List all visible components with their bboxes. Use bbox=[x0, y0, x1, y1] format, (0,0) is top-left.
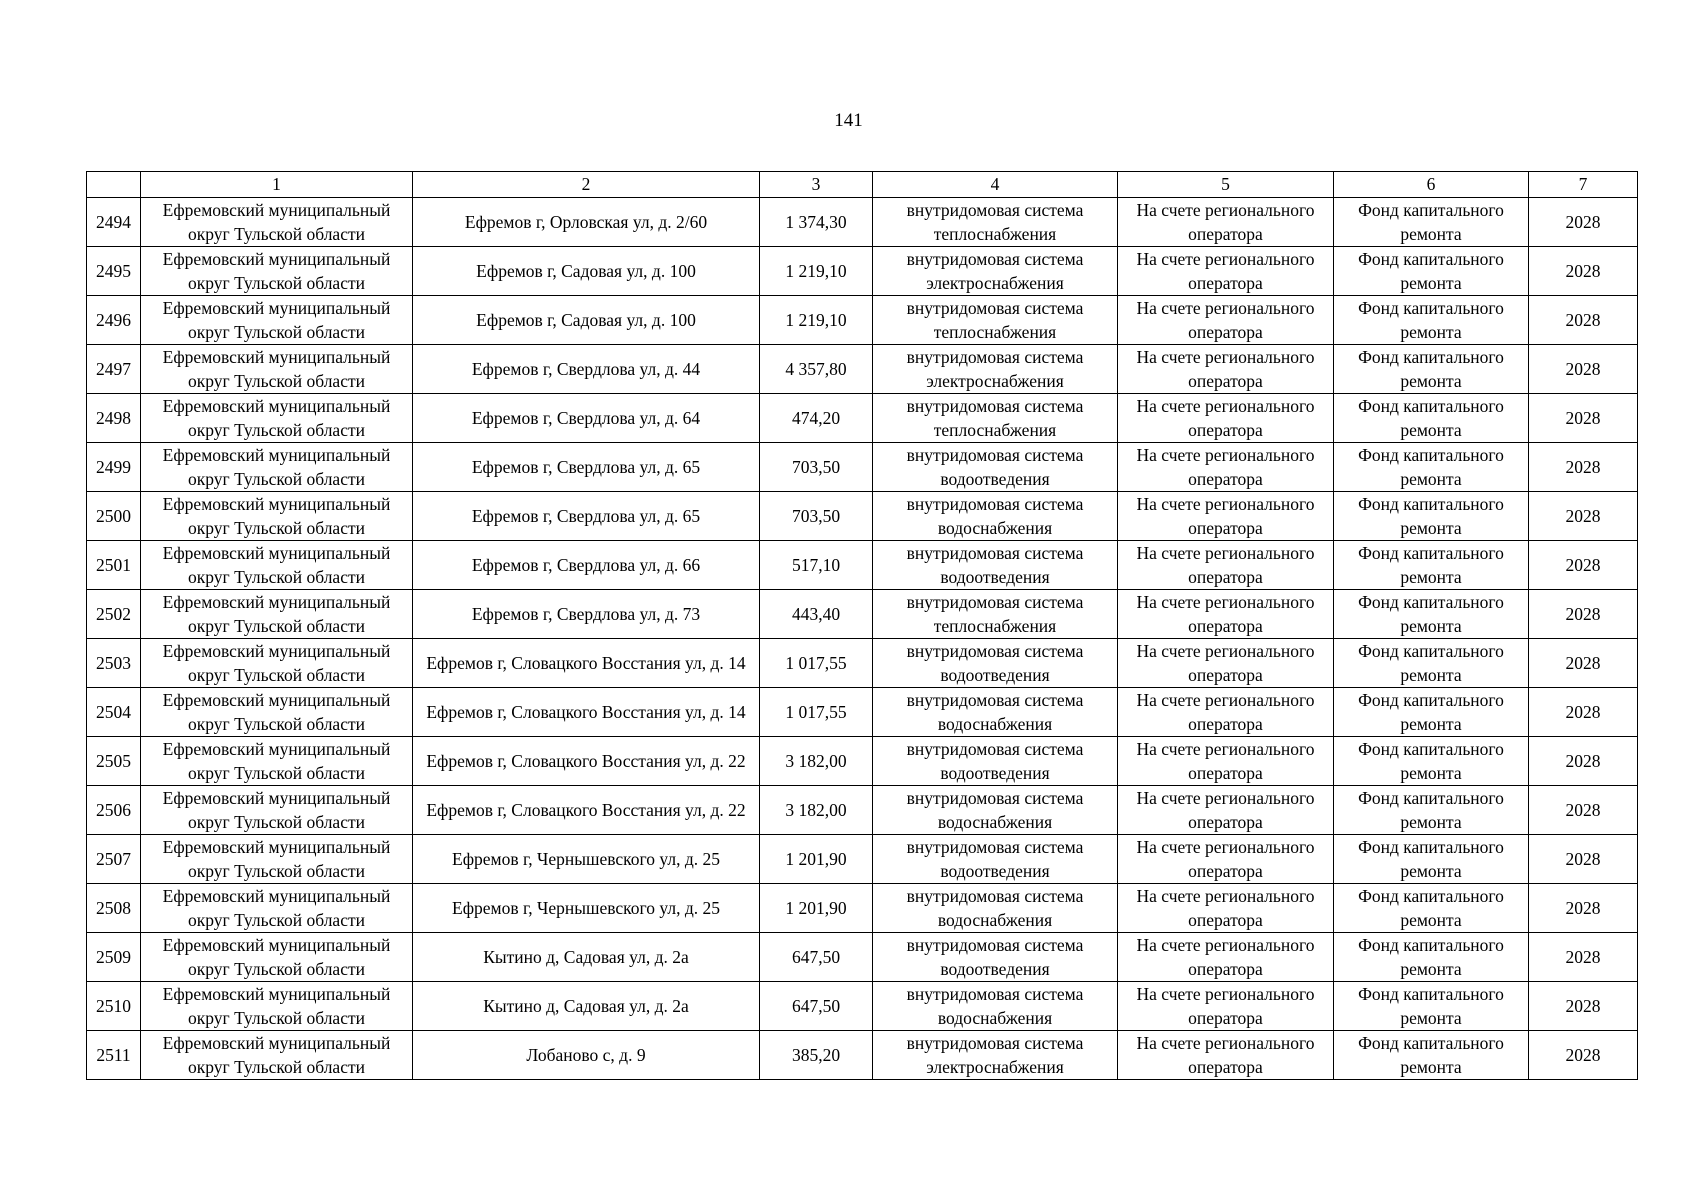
address-cell: Ефремов г, Садовая ул, д. 100 bbox=[413, 247, 760, 296]
address-cell: Ефремов г, Словацкого Восстания ул, д. 22 bbox=[413, 737, 760, 786]
account-cell: На счете регионального оператора bbox=[1118, 394, 1334, 443]
table-row bbox=[87, 737, 1638, 786]
table-row bbox=[87, 443, 1638, 492]
municipality-cell: Ефремовский муниципальный округ Тульской области bbox=[141, 492, 413, 541]
funding-source-cell: Фонд капитального ремонта bbox=[1334, 198, 1529, 247]
address-cell: Ефремов г, Словацкого Восстания ул, д. 22 bbox=[413, 786, 760, 835]
address-cell: Ефремов г, Чернышевского ул, д. 25 bbox=[413, 884, 760, 933]
funding-source-cell: Фонд капитального ремонта bbox=[1334, 884, 1529, 933]
table-body bbox=[87, 198, 1638, 1080]
table-row bbox=[87, 786, 1638, 835]
year-cell: 2028 bbox=[1529, 737, 1638, 786]
account-cell: На счете регионального оператора bbox=[1118, 492, 1334, 541]
municipality-cell: Ефремовский муниципальный округ Тульской области bbox=[141, 443, 413, 492]
system-cell: внутридомовая система электроснабжения bbox=[873, 1031, 1118, 1080]
system-cell: внутридомовая система водоотведения bbox=[873, 933, 1118, 982]
funding-source-cell: Фонд капитального ремонта bbox=[1334, 590, 1529, 639]
area-cell: 385,20 bbox=[760, 1031, 873, 1080]
municipality-cell: Ефремовский муниципальный округ Тульской области bbox=[141, 590, 413, 639]
year-cell: 2028 bbox=[1529, 247, 1638, 296]
funding-source-cell: Фонд капитального ремонта bbox=[1334, 1031, 1529, 1080]
table-row bbox=[87, 247, 1638, 296]
municipality-cell: Ефремовский муниципальный округ Тульской области bbox=[141, 835, 413, 884]
area-cell: 517,10 bbox=[760, 541, 873, 590]
account-cell: На счете регионального оператора bbox=[1118, 884, 1334, 933]
funding-source-cell: Фонд капитального ремонта bbox=[1334, 835, 1529, 884]
funding-source-cell: Фонд капитального ремонта bbox=[1334, 982, 1529, 1031]
address-cell: Ефремов г, Свердлова ул, д. 65 bbox=[413, 492, 760, 541]
municipality-cell: Ефремовский муниципальный округ Тульской области bbox=[141, 982, 413, 1031]
funding-source-cell: Фонд капитального ремонта bbox=[1334, 394, 1529, 443]
account-cell: На счете регионального оператора bbox=[1118, 443, 1334, 492]
municipality-cell: Ефремовский муниципальный округ Тульской области bbox=[141, 345, 413, 394]
funding-source-cell: Фонд капитального ремонта bbox=[1334, 296, 1529, 345]
table-row bbox=[87, 688, 1638, 737]
row-number-cell: 2500 bbox=[87, 492, 141, 541]
address-cell: Ефремов г, Садовая ул, д. 100 bbox=[413, 296, 760, 345]
year-cell: 2028 bbox=[1529, 296, 1638, 345]
municipality-cell: Ефремовский муниципальный округ Тульской области bbox=[141, 884, 413, 933]
year-cell: 2028 bbox=[1529, 394, 1638, 443]
system-cell: внутридомовая система электроснабжения bbox=[873, 247, 1118, 296]
row-number-cell: 2506 bbox=[87, 786, 141, 835]
address-cell: Кытино д, Садовая ул, д. 2а bbox=[413, 933, 760, 982]
year-cell: 2028 bbox=[1529, 982, 1638, 1031]
table-row bbox=[87, 590, 1638, 639]
year-cell: 2028 bbox=[1529, 688, 1638, 737]
year-cell: 2028 bbox=[1529, 198, 1638, 247]
system-cell: внутридомовая система водоснабжения bbox=[873, 688, 1118, 737]
address-cell: Ефремов г, Орловская ул, д. 2/60 bbox=[413, 198, 760, 247]
table-header bbox=[87, 172, 1638, 198]
row-number-cell: 2504 bbox=[87, 688, 141, 737]
year-cell: 2028 bbox=[1529, 492, 1638, 541]
row-number-cell: 2509 bbox=[87, 933, 141, 982]
account-cell: На счете регионального оператора bbox=[1118, 933, 1334, 982]
funding-source-cell: Фонд капитального ремонта bbox=[1334, 688, 1529, 737]
account-cell: На счете регионального оператора bbox=[1118, 982, 1334, 1031]
account-cell: На счете регионального оператора bbox=[1118, 345, 1334, 394]
area-cell: 1 219,10 bbox=[760, 296, 873, 345]
area-cell: 4 357,80 bbox=[760, 345, 873, 394]
municipality-cell: Ефремовский муниципальный округ Тульской области bbox=[141, 247, 413, 296]
area-cell: 1 374,30 bbox=[760, 198, 873, 247]
row-number-cell: 2499 bbox=[87, 443, 141, 492]
address-cell: Ефремов г, Свердлова ул, д. 64 bbox=[413, 394, 760, 443]
account-cell: На счете регионального оператора bbox=[1118, 590, 1334, 639]
year-cell: 2028 bbox=[1529, 443, 1638, 492]
account-cell: На счете регионального оператора bbox=[1118, 835, 1334, 884]
funding-source-cell: Фонд капитального ремонта bbox=[1334, 247, 1529, 296]
municipality-cell: Ефремовский муниципальный округ Тульской области bbox=[141, 688, 413, 737]
municipality-cell: Ефремовский муниципальный округ Тульской области bbox=[141, 786, 413, 835]
area-cell: 1 017,55 bbox=[760, 688, 873, 737]
system-cell: внутридомовая система водоотведения bbox=[873, 639, 1118, 688]
row-number-cell: 2498 bbox=[87, 394, 141, 443]
area-cell: 474,20 bbox=[760, 394, 873, 443]
system-cell: внутридомовая система водоотведения bbox=[873, 835, 1118, 884]
system-cell: внутридомовая система водоснабжения bbox=[873, 884, 1118, 933]
table-row bbox=[87, 198, 1638, 247]
table-row bbox=[87, 394, 1638, 443]
system-cell: внутридомовая система водоотведения bbox=[873, 541, 1118, 590]
row-number-cell: 2511 bbox=[87, 1031, 141, 1080]
account-cell: На счете регионального оператора bbox=[1118, 1031, 1334, 1080]
funding-source-cell: Фонд капитального ремонта bbox=[1334, 345, 1529, 394]
row-number-cell: 2501 bbox=[87, 541, 141, 590]
area-cell: 647,50 bbox=[760, 933, 873, 982]
row-number-cell: 2503 bbox=[87, 639, 141, 688]
year-cell: 2028 bbox=[1529, 884, 1638, 933]
system-cell: внутридомовая система теплоснабжения bbox=[873, 296, 1118, 345]
area-cell: 3 182,00 bbox=[760, 786, 873, 835]
year-cell: 2028 bbox=[1529, 590, 1638, 639]
table-row bbox=[87, 835, 1638, 884]
funding-source-cell: Фонд капитального ремонта bbox=[1334, 737, 1529, 786]
row-number-cell: 2502 bbox=[87, 590, 141, 639]
column-header-2: 2 bbox=[413, 172, 760, 198]
area-cell: 703,50 bbox=[760, 492, 873, 541]
table-row bbox=[87, 492, 1638, 541]
area-cell: 1 201,90 bbox=[760, 835, 873, 884]
row-number-cell: 2496 bbox=[87, 296, 141, 345]
system-cell: внутридомовая система водоснабжения bbox=[873, 492, 1118, 541]
column-header-5: 5 bbox=[1118, 172, 1334, 198]
capital-repair-table bbox=[86, 171, 1638, 1080]
account-cell: На счете регионального оператора bbox=[1118, 786, 1334, 835]
municipality-cell: Ефремовский муниципальный округ Тульской области bbox=[141, 933, 413, 982]
funding-source-cell: Фонд капитального ремонта bbox=[1334, 443, 1529, 492]
system-cell: внутридомовая система водоотведения bbox=[873, 737, 1118, 786]
year-cell: 2028 bbox=[1529, 933, 1638, 982]
address-cell: Ефремов г, Свердлова ул, д. 44 bbox=[413, 345, 760, 394]
row-number-cell: 2494 bbox=[87, 198, 141, 247]
funding-source-cell: Фонд капитального ремонта bbox=[1334, 492, 1529, 541]
address-cell: Ефремов г, Чернышевского ул, д. 25 bbox=[413, 835, 760, 884]
system-cell: внутридомовая система водоотведения bbox=[873, 443, 1118, 492]
funding-source-cell: Фонд капитального ремонта bbox=[1334, 639, 1529, 688]
table-row bbox=[87, 933, 1638, 982]
municipality-cell: Ефремовский муниципальный округ Тульской области bbox=[141, 198, 413, 247]
municipality-cell: Ефремовский муниципальный округ Тульской области bbox=[141, 296, 413, 345]
column-number-row bbox=[87, 172, 1638, 198]
column-header-6: 6 bbox=[1334, 172, 1529, 198]
account-cell: На счете регионального оператора bbox=[1118, 198, 1334, 247]
account-cell: На счете регионального оператора bbox=[1118, 247, 1334, 296]
municipality-cell: Ефремовский муниципальный округ Тульской области bbox=[141, 639, 413, 688]
account-cell: На счете регионального оператора bbox=[1118, 639, 1334, 688]
table-row bbox=[87, 982, 1638, 1031]
area-cell: 703,50 bbox=[760, 443, 873, 492]
area-cell: 1 201,90 bbox=[760, 884, 873, 933]
column-header-1: 1 bbox=[141, 172, 413, 198]
table-row bbox=[87, 541, 1638, 590]
address-cell: Ефремов г, Словацкого Восстания ул, д. 14 bbox=[413, 639, 760, 688]
account-cell: На счете регионального оператора bbox=[1118, 541, 1334, 590]
row-number-cell: 2507 bbox=[87, 835, 141, 884]
table-row bbox=[87, 345, 1638, 394]
area-cell: 3 182,00 bbox=[760, 737, 873, 786]
year-cell: 2028 bbox=[1529, 639, 1638, 688]
address-cell: Ефремов г, Свердлова ул, д. 73 bbox=[413, 590, 760, 639]
funding-source-cell: Фонд капитального ремонта bbox=[1334, 933, 1529, 982]
row-number-cell: 2510 bbox=[87, 982, 141, 1031]
funding-source-cell: Фонд капитального ремонта bbox=[1334, 541, 1529, 590]
year-cell: 2028 bbox=[1529, 345, 1638, 394]
row-number-cell: 2497 bbox=[87, 345, 141, 394]
table-row bbox=[87, 639, 1638, 688]
system-cell: внутридомовая система теплоснабжения bbox=[873, 198, 1118, 247]
account-cell: На счете регионального оператора bbox=[1118, 296, 1334, 345]
column-header-3: 3 bbox=[760, 172, 873, 198]
address-cell: Кытино д, Садовая ул, д. 2а bbox=[413, 982, 760, 1031]
year-cell: 2028 bbox=[1529, 835, 1638, 884]
year-cell: 2028 bbox=[1529, 786, 1638, 835]
area-cell: 1 017,55 bbox=[760, 639, 873, 688]
column-header-0 bbox=[87, 172, 141, 198]
account-cell: На счете регионального оператора bbox=[1118, 737, 1334, 786]
area-cell: 1 219,10 bbox=[760, 247, 873, 296]
municipality-cell: Ефремовский муниципальный округ Тульской области bbox=[141, 737, 413, 786]
table-row bbox=[87, 1031, 1638, 1080]
year-cell: 2028 bbox=[1529, 1031, 1638, 1080]
address-cell: Ефремов г, Свердлова ул, д. 65 bbox=[413, 443, 760, 492]
row-number-cell: 2505 bbox=[87, 737, 141, 786]
system-cell: внутридомовая система водоснабжения bbox=[873, 982, 1118, 1031]
address-cell: Ефремов г, Словацкого Восстания ул, д. 14 bbox=[413, 688, 760, 737]
page-number: 141 bbox=[834, 110, 863, 131]
address-cell: Ефремов г, Свердлова ул, д. 66 bbox=[413, 541, 760, 590]
year-cell: 2028 bbox=[1529, 541, 1638, 590]
system-cell: внутридомовая система теплоснабжения bbox=[873, 590, 1118, 639]
table-row bbox=[87, 296, 1638, 345]
column-header-7: 7 bbox=[1529, 172, 1638, 198]
account-cell: На счете регионального оператора bbox=[1118, 688, 1334, 737]
municipality-cell: Ефремовский муниципальный округ Тульской области bbox=[141, 394, 413, 443]
system-cell: внутридомовая система электроснабжения bbox=[873, 345, 1118, 394]
system-cell: внутридомовая система теплоснабжения bbox=[873, 394, 1118, 443]
municipality-cell: Ефремовский муниципальный округ Тульской области bbox=[141, 541, 413, 590]
row-number-cell: 2495 bbox=[87, 247, 141, 296]
area-cell: 443,40 bbox=[760, 590, 873, 639]
row-number-cell: 2508 bbox=[87, 884, 141, 933]
municipality-cell: Ефремовский муниципальный округ Тульской области bbox=[141, 1031, 413, 1080]
system-cell: внутридомовая система водоснабжения bbox=[873, 786, 1118, 835]
column-header-4: 4 bbox=[873, 172, 1118, 198]
area-cell: 647,50 bbox=[760, 982, 873, 1031]
address-cell: Лобаново с, д. 9 bbox=[413, 1031, 760, 1080]
table-row bbox=[87, 884, 1638, 933]
funding-source-cell: Фонд капитального ремонта bbox=[1334, 786, 1529, 835]
